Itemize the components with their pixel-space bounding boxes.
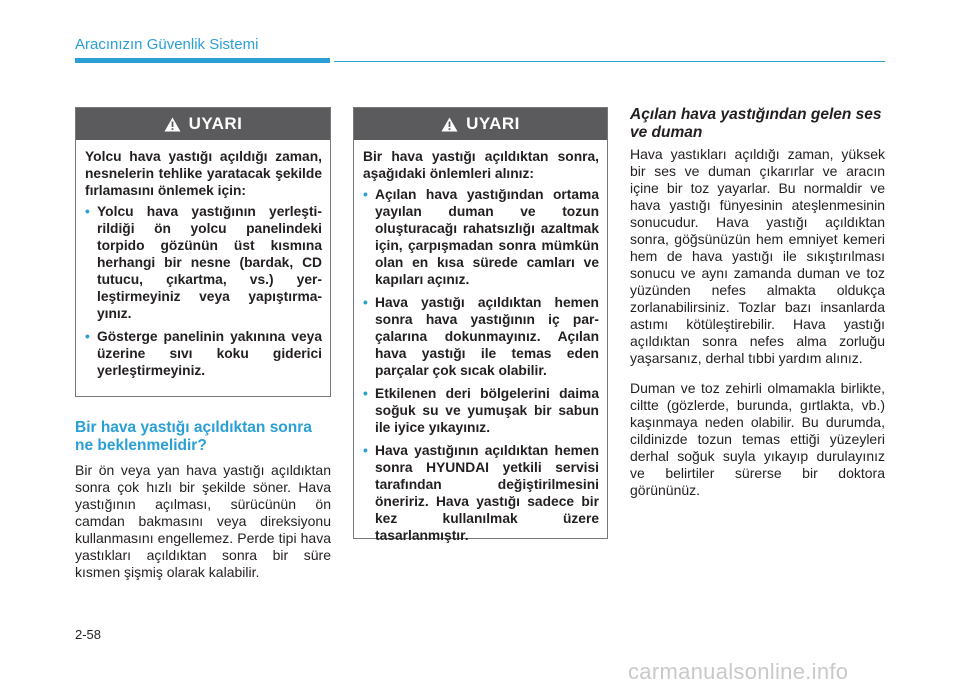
warning-intro: Bir hava yastığı açıldıktan sonra, aşağıdaki önlemleri alınız:	[363, 149, 599, 181]
warning-triangle-icon	[164, 117, 181, 132]
warning-triangle-icon	[441, 117, 458, 132]
warning-item: • Açılan hava yastığından ortama yayılan duman ve tozun oluşturacağı rahatsızlığı azaltmak için, çarpışmadan sonra mümkün olan en kısa sürede camları ve kapıları açınız.	[363, 187, 599, 287]
section-heading-after-deployment: Bir hava yastığı açıldıktan sonra ne beklenmelidir?	[75, 419, 312, 454]
bullet-icon: •	[363, 187, 368, 202]
watermark: carmanualsonline.info	[628, 659, 849, 684]
warning-label: UYARI	[188, 114, 243, 133]
warning-header	[76, 108, 330, 140]
warning-box-passenger-airbag	[75, 107, 331, 397]
paragraph-after-deployment: Bir ön veya yan hava yastığı açıldıktan sonra çok hızlı bir şekilde söner. Hava yastığının açılması, sürücünün ön camdan bakmasını veya direksiyonu kullanmasını engellemez. Perde tipi hava yastıkları açıldıktan sonra bir süre kısmen şişmiş olarak kalabilir.	[75, 462, 331, 580]
warning-box-after-deployment	[353, 107, 608, 543]
page-number: 2-58	[75, 627, 102, 642]
bullet-icon: •	[363, 386, 368, 401]
warning-header	[354, 108, 607, 140]
warning-item: • Etkilenen deri bölgelerini daima soğuk su ve yumuşak bir sabun ile iyice yıkayınız.	[363, 386, 599, 435]
header-rule	[334, 61, 885, 62]
paragraph-dust-irritation: Duman ve toz zehirli olmamakla birlikte, ciltte (gözlerde, burunda, gırtlakta, vb.) kaşınmaya neden olabilir. Bu durumda, cildinizde tozun temas ettiği yüzeyleri derhal soğuk suyla yıkayıp durulayınız ve belirtiler sürerse bir doktora görününüz.	[630, 380, 885, 498]
bullet-icon: •	[363, 295, 368, 310]
warning-item: • Hava yastığı açıldıktan hemen sonra hava yastığının iç parçalarına dokunmayınız. Açılan hava yastığı ile temas eden parçalar çok sıcak olabilir.	[363, 295, 599, 378]
bullet-icon: •	[85, 329, 90, 344]
warning-label: UYARI	[466, 114, 520, 133]
warning-item: • Yolcu hava yastığının yerleştirildiği ön yolcu panelindeki torpido gözünün üst kısmına herhangi bir nesne (bardak, CD tutucu, çıkartma, vs.) yerleştirmeyiniz veya yapıştırmayınız.	[85, 204, 322, 321]
bullet-icon: •	[85, 204, 90, 219]
section-heading-noise-smoke: Açılan hava yastığından gelen ses ve duman	[630, 106, 882, 141]
bullet-icon: •	[363, 443, 368, 458]
warning-item: • Hava yastığının açıldıktan hemen sonra HYUNDAI yetkili servisi tarafından değiştirilmesini öneririz. Hava yastığı sadece bir kez kullanılmak üzere tasarlanmıştır.	[363, 443, 599, 543]
section-title: Aracınızın Güvenlik Sistemi	[75, 36, 259, 53]
warning-item: • Gösterge panelinin yakınına veya üzerine sıvı koku giderici yerleştirmeyiniz.	[85, 329, 322, 378]
header-rule-accent	[75, 58, 330, 63]
paragraph-noise-smoke: Hava yastıkları açıldığı zaman, yüksek bir ses ve duman çıkarırlar ve aracın içine bir toz yayarlar. Bu normaldir ve hava yastığı fünyesinin ateşlenmesinin sonucudur. Hava yastığı açıldıktan sonra, göğsünüzün hem emniyet kemeri hem de hava yastığı ile sıkıştırılması sonucu ve aynı zamanda duman ve toz yüzünden nefes almakta oldukça zorlanabilirsiniz. Tozlar bazı insanlarda astımı kötüleştirebilir. Hava yastığı açıldıktan sonra nefes alma zorluğu yaşarsanız, derhal tıbbi yardım alınız.	[630, 146, 885, 366]
warning-intro: Yolcu hava yastığı açıldığı zaman, nesnelerin tehlike yaratacak şekilde fırlamasını önlemek için:	[85, 149, 322, 198]
